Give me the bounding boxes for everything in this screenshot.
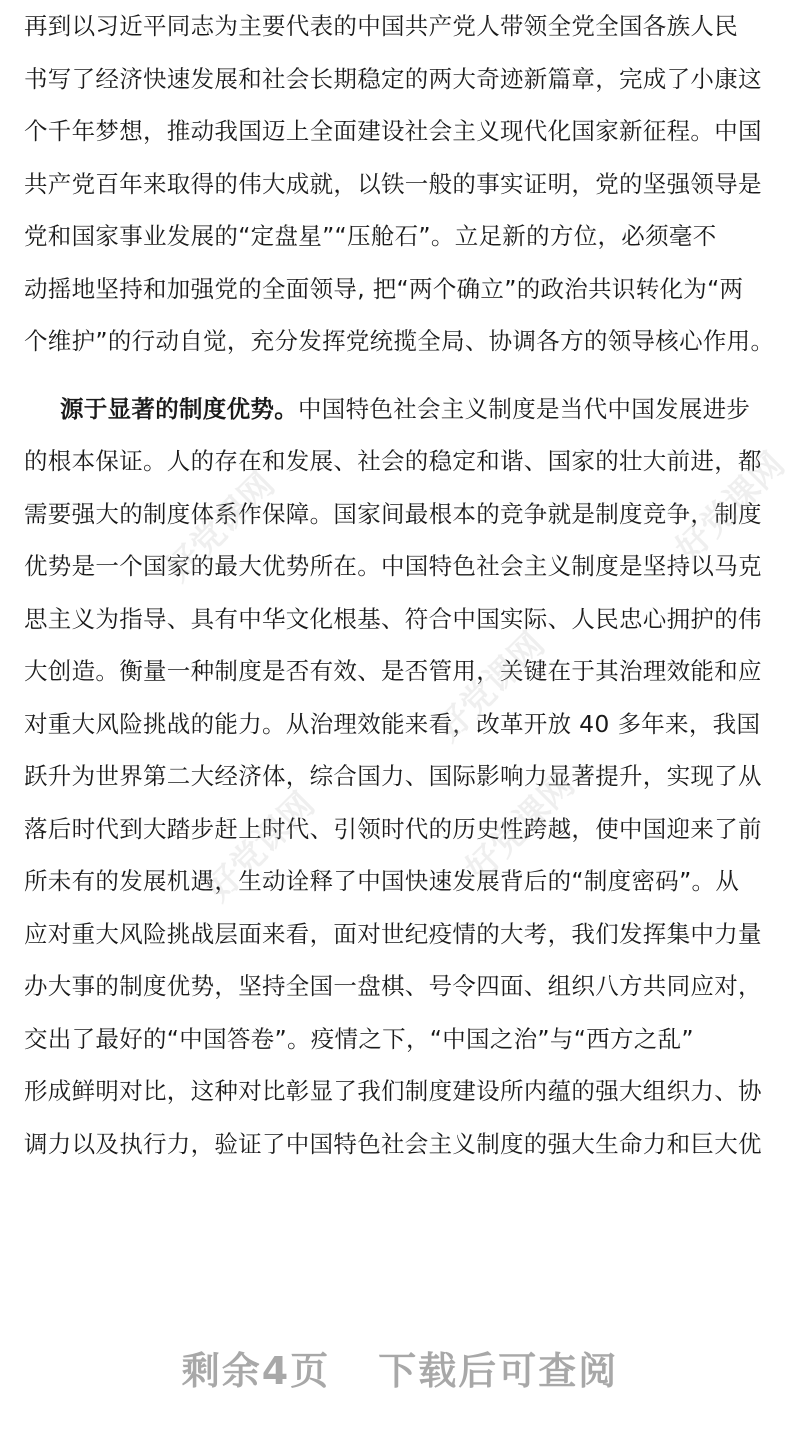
- paragraph-line: [24, 383, 780, 436]
- document-body: [24, 0, 780, 1170]
- remaining-pages-label: 剩余4页: [181, 1349, 331, 1393]
- paragraph-line: 动摇地坚持和加强党的全面领导, 把“两个确立”的政治共识转化为“两: [24, 274, 744, 303]
- paragraph-lead-heading: 源于显著的制度优势。: [60, 394, 298, 423]
- paragraph-line: 交出了最好的“中国答卷”。疫情之下，“中国之治”与“西方之乱”: [24, 1024, 694, 1053]
- paragraph-line-text: 中国特色社会主义制度是当代中国发展进步: [298, 394, 751, 423]
- watermark: 好党课网: [428, 624, 553, 750]
- paragraph-line: 需要强大的制度体系作保障。国家间最根本的竞争就是制度竞争，制度: [24, 499, 762, 528]
- paragraph-line: 个维护”的行动自觉，充分发挥党统揽全局、协调各方的领导核心作用。: [24, 327, 775, 355]
- watermark: 好党课网: [158, 464, 283, 590]
- watermark: 好党课网: [458, 764, 583, 890]
- paragraph-line: 优势是一个国家的最大优势所在。中国特色社会主义制度是坚持以马克: [24, 552, 762, 580]
- paragraph-line: 再到以习近平同志为主要代表的中国共产党人带领全党全国各族人民: [24, 12, 738, 40]
- paragraph-line: 共产党百年来取得的伟大成就，以铁一般的事实证明，党的坚强领导是: [24, 169, 762, 198]
- paragraph-line: 形成鲜明对比，这种对比彰显了我们制度建设所内蕴的强大组织力、协: [24, 1077, 762, 1105]
- paragraph-line: 个千年梦想，推动我国迈上全面建设社会主义现代化国家新征程。中国: [24, 117, 762, 145]
- paragraph-line: 书写了经济快速发展和社会长期稳定的两大奇迹新篇章，完成了小康这: [24, 64, 762, 93]
- paragraph-line: 调力以及执行力，验证了中国特色社会主义制度的强大生命力和巨大优: [24, 1129, 762, 1158]
- paragraph-line: 跃升为世界第二大经济体，综合国力、国际影响力显著提升，实现了从: [24, 762, 762, 790]
- paragraph-line: 落后时代到大踏步赶上时代、引领时代的历史性跨越，使中国迎来了前: [24, 814, 762, 843]
- paragraph-line: 大创造。衡量一种制度是否有效、是否管用，关键在于其治理效能和应: [24, 657, 762, 685]
- paragraph-2: [24, 383, 780, 1171]
- paragraph-1: [24, 0, 780, 368]
- watermark: 好党课网: [198, 784, 323, 910]
- paragraph-line: 应对重大风险挑战层面来看，面对世纪疫情的大考，我们发挥集中力量: [24, 919, 762, 948]
- paragraph-line: 党和国家事业发展的“定盘星”“压舱石”。立足新的方位，必须毫不: [24, 222, 717, 250]
- paragraph-line: 思主义为指导、具有中华文化根基、符合中国实际、人民忠心拥护的伟: [24, 604, 762, 633]
- watermark: 好党课网: [668, 444, 793, 570]
- paragraph-line: 对重大风险挑战的能力。从治理效能来看，改革开放 40 多年来，我国: [24, 709, 761, 738]
- paragraph-line: 所未有的发展机遇，生动诠释了中国快速发展背后的“制度密码”。从: [24, 867, 740, 895]
- paragraph-line: 办大事的制度优势，坚持全国一盘棋、号令四面、组织八方共同应对，: [24, 972, 762, 1000]
- download-prompt[interactable]: [0, 1340, 800, 1395]
- download-hint-label: 下载后可查阅: [378, 1349, 619, 1393]
- paragraph-line: 的根本保证。人的存在和发展、社会的稳定和谐、国家的壮大前进，都: [24, 447, 762, 475]
- paragraph-gap: [24, 368, 780, 383]
